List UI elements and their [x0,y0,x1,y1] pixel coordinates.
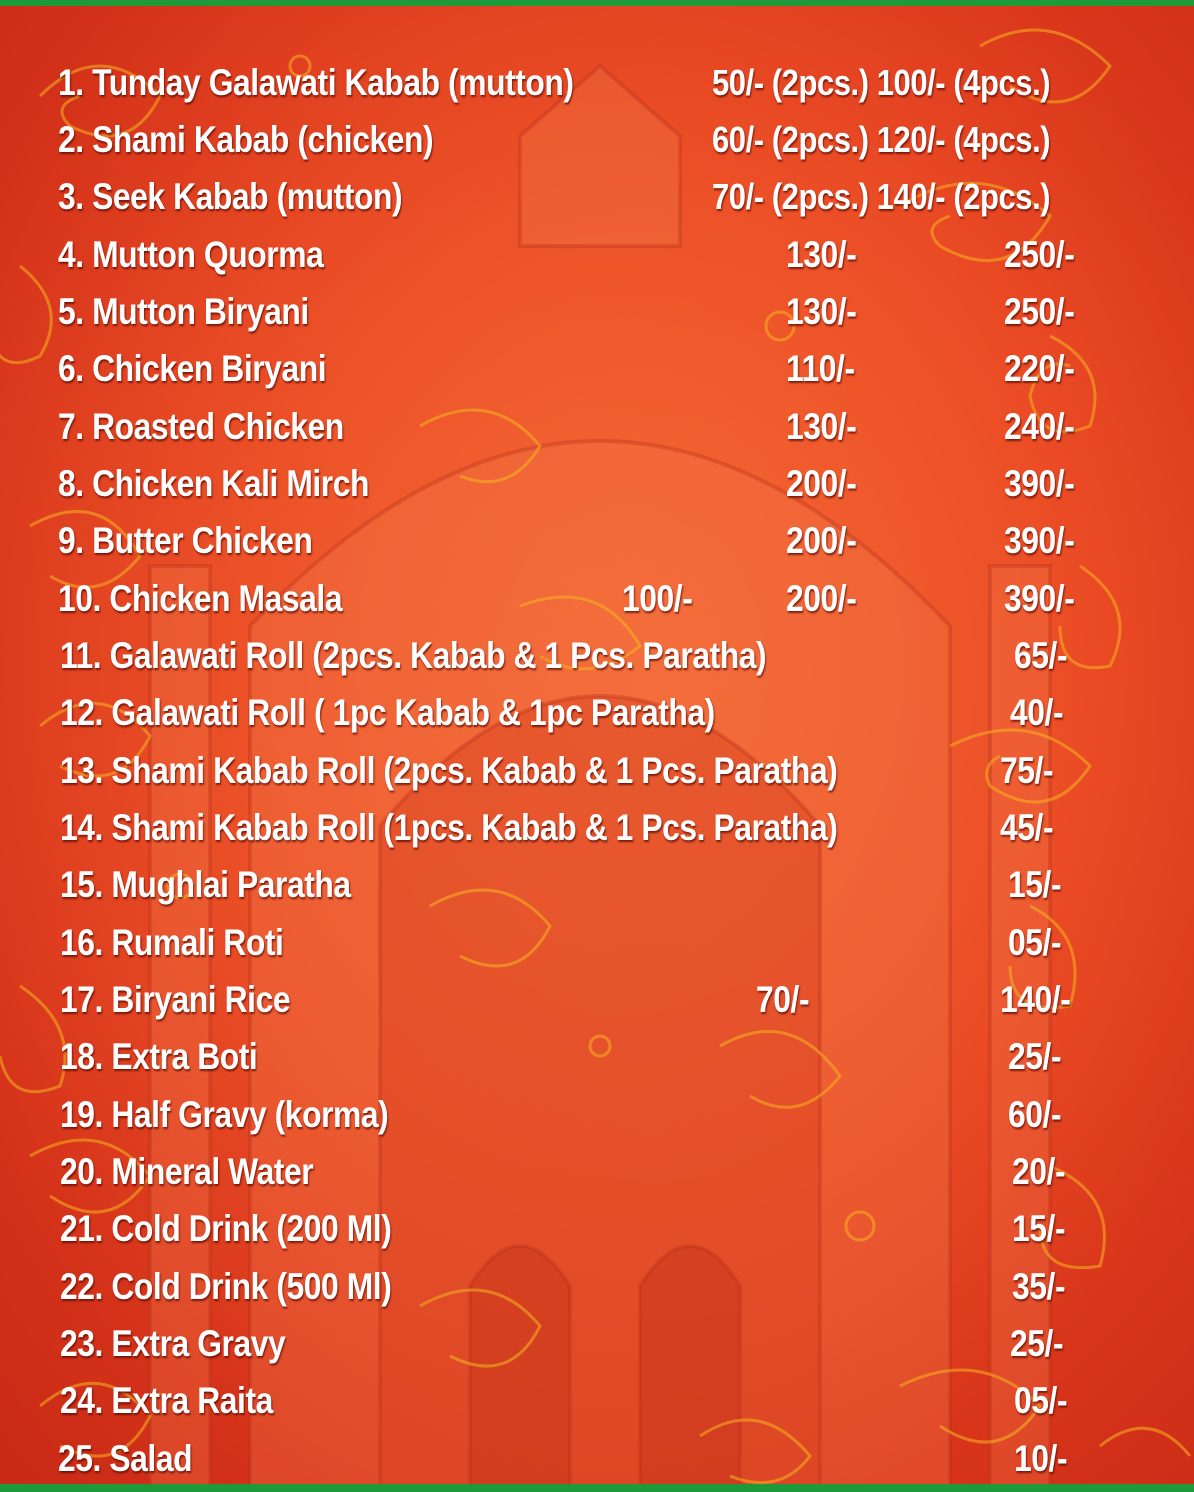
item-price-note: 60/- (2pcs.) 120/- (4pcs.) [712,119,1051,160]
menu-item [0,111,1194,168]
item-name: 14. Shami Kabab Roll (1pcs. Kabab & 1 Pcs. Paratha) [60,807,838,848]
item-price-full: 05/- [1014,1380,1068,1421]
menu-item [0,512,1194,569]
item-price-full: 60/- [1008,1094,1062,1135]
item-name: 21. Cold Drink (200 Ml) [60,1208,392,1249]
item-price-full: 240/- [1004,406,1075,447]
menu-item [0,283,1194,340]
menu-item [0,1028,1194,1085]
item-name: 8. Chicken Kali Mirch [58,463,370,504]
item-price-full: 40/- [1010,692,1064,733]
item-name: 5. Mutton Biryani [58,291,309,332]
item-name: 4. Mutton Quorma [58,234,324,275]
item-price-full: 250/- [1004,234,1075,275]
item-price-half: 110/- [786,348,855,389]
item-price-half: 200/- [786,463,857,504]
item-name: 18. Extra Boti [60,1036,258,1077]
menu-item [0,1430,1194,1487]
item-price-full: 140/- [1000,979,1071,1020]
menu-item [0,1372,1194,1429]
item-price-half: 200/- [786,578,857,619]
item-name: 13. Shami Kabab Roll (2pcs. Kabab & 1 Pcs. Paratha) [60,750,838,791]
item-name: 19. Half Gravy (korma) [60,1094,389,1135]
menu-item [0,627,1194,684]
menu-item [0,168,1194,225]
item-name: 20. Mineral Water [60,1151,314,1192]
item-price-full: 75/- [1000,750,1054,791]
menu-item [0,684,1194,741]
item-name: 24. Extra Raita [60,1380,273,1421]
menu-item [0,1086,1194,1143]
menu-item [0,799,1194,856]
item-price-full: 25/- [1008,1036,1062,1077]
item-name: 23. Extra Gravy [60,1323,286,1364]
menu-item [0,455,1194,512]
menu-item [0,1143,1194,1200]
item-price-small: 100/- [622,578,693,619]
item-name: 7. Roasted Chicken [58,406,344,447]
item-name: 17. Biryani Rice [60,979,291,1020]
item-name: 25. Salad [58,1438,193,1479]
item-name: 9. Butter Chicken [58,520,313,561]
item-name: 2. Shami Kabab (chicken) [58,119,434,160]
menu-item [0,398,1194,455]
item-name: 12. Galawati Roll ( 1pc Kabab & 1pc Paratha) [60,692,715,733]
item-price-full: 15/- [1008,864,1062,905]
menu-item [0,914,1194,971]
item-price-full: 220/- [1004,348,1075,389]
item-name: 15. Mughlai Paratha [60,864,351,905]
item-name: 10. Chicken Masala [58,578,343,619]
item-name: 3. Seek Kabab (mutton) [58,176,403,217]
item-price-full: 10/- [1014,1438,1068,1479]
item-price-half: 130/- [786,291,857,332]
item-price-full: 15/- [1012,1208,1066,1249]
item-price-full: 05/- [1008,922,1062,963]
item-name: 22. Cold Drink (500 Ml) [60,1266,392,1307]
menu-item [0,856,1194,913]
item-price-half: 130/- [786,234,857,275]
item-price-full: 45/- [1000,807,1054,848]
item-price-note: 70/- (2pcs.) 140/- (2pcs.) [712,176,1051,217]
item-price-full: 250/- [1004,291,1075,332]
menu-item [0,570,1194,627]
item-price-full: 390/- [1004,520,1075,561]
item-name: 6. Chicken Biryani [58,348,327,389]
item-price-full: 25/- [1010,1323,1064,1364]
item-price-full: 35/- [1012,1266,1066,1307]
menu-item [0,1315,1194,1372]
menu-item [0,1258,1194,1315]
item-name: 1. Tunday Galawati Kabab (mutton) [58,62,574,103]
menu-item [0,54,1194,111]
item-price-half: 130/- [786,406,857,447]
item-price-half: 70/- [756,979,810,1020]
item-price-full: 65/- [1014,635,1068,676]
menu-item [0,971,1194,1028]
item-price-full: 20/- [1012,1151,1066,1192]
menu-item [0,1200,1194,1257]
menu-item [0,226,1194,283]
item-price-full: 390/- [1004,463,1075,504]
item-name: 16. Rumali Roti [60,922,284,963]
item-name: 11. Galawati Roll (2pcs. Kabab & 1 Pcs. Paratha) [60,635,767,676]
menu-item [0,742,1194,799]
item-price-full: 390/- [1004,578,1075,619]
item-price-note: 50/- (2pcs.) 100/- (4pcs.) [712,62,1051,103]
menu-item [0,340,1194,397]
item-price-half: 200/- [786,520,857,561]
